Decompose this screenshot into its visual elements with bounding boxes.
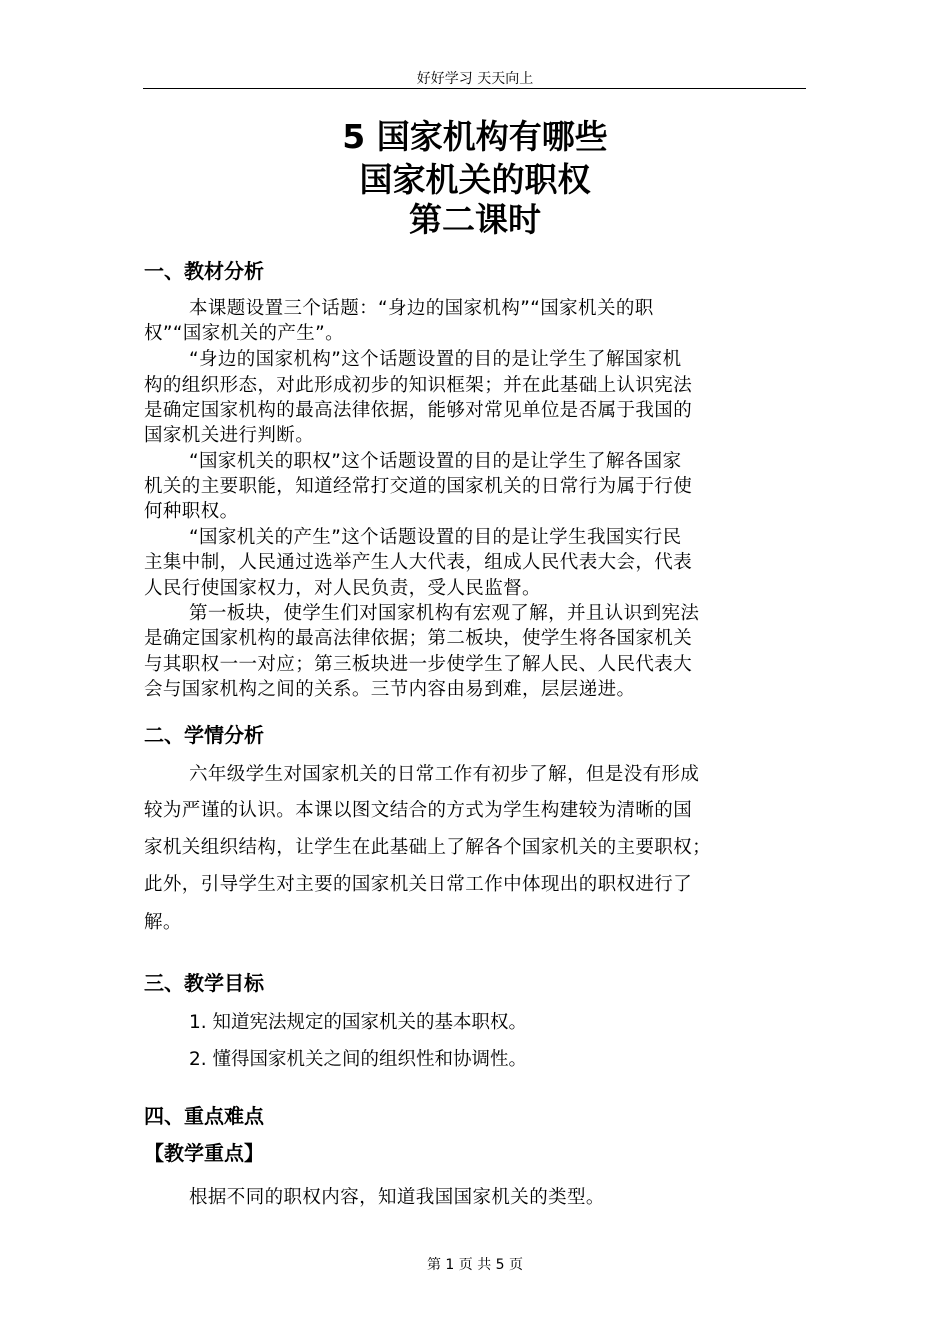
paragraph-line: “国家机关的职权”这个话题设置的目的是让学生了解各国家 <box>189 451 682 472</box>
title-line-2: 国家机关的职权 <box>359 160 591 199</box>
paragraph-line: 第一板块，使学生们对国家机构有宏观了解，并且认识到宪法 <box>189 603 700 624</box>
paragraph-line: 家机关组织结构，让学生在此基础上了解各个国家机关的主要职权； <box>144 837 712 858</box>
goal-item: 1. 知道宪法规定的国家机关的基本职权。 <box>189 1012 528 1033</box>
paragraph-line: 是确定国家机构的最高法律依据，能够对常见单位是否属于我国的 <box>144 400 693 421</box>
section-heading-textbook-analysis: 一、教材分析 <box>144 259 264 283</box>
section-heading-key-points: 四、重点难点 <box>144 1104 264 1128</box>
paragraph-line: 主集中制，人民通过选举产生人大代表，组成人民代表大会，代表 <box>144 552 693 573</box>
paragraph-line: “身边的国家机构”这个话题设置的目的是让学生了解国家机 <box>189 349 682 370</box>
paragraph-line: 是确定国家机构的最高法律依据；第二板块，使学生将各国家机关 <box>144 628 693 649</box>
section-heading-teaching-goals: 三、教学目标 <box>144 971 264 995</box>
paragraph-line: “国家机关的产生”这个话题设置的目的是让学生我国实行民 <box>189 527 682 548</box>
page-footer: 第 1 页 共 5 页 <box>426 1257 524 1273</box>
paragraph-line: 根据不同的职权内容，知道我国国家机关的类型。 <box>189 1187 605 1208</box>
paragraph-line: 较为严谨的认识。本课以图文结合的方式为学生构建较为清晰的国 <box>144 800 693 821</box>
paragraph-line: 与其职权一一对应；第三板块进一步使学生了解人民、人民代表大 <box>144 654 693 675</box>
paragraph-line: 权”“国家机关的产生”。 <box>144 323 345 344</box>
header-rule <box>143 88 806 89</box>
paragraph-line: 国家机关进行判断。 <box>144 425 315 446</box>
paragraph-line: 本课题设置三个话题：“身边的国家机构”“国家机关的职 <box>189 298 654 319</box>
paragraph-line: 会与国家机构之间的关系。三节内容由易到难，层层递进。 <box>144 679 636 700</box>
paragraph-line: 何种职权。 <box>144 501 239 522</box>
paragraph-line: 机关的主要职能，知道经常打交道的国家机关的日常行为属于行使 <box>144 476 693 497</box>
paragraph-line: 六年级学生对国家机关的日常工作有初步了解，但是没有形成 <box>189 764 700 785</box>
title-line-1: 5 国家机构有哪些 <box>342 117 608 156</box>
title-line-3: 第二课时 <box>409 200 541 239</box>
goal-item: 2. 懂得国家机关之间的组织性和协调性。 <box>189 1049 528 1070</box>
subheading-teaching-focus: 【教学重点】 <box>144 1141 264 1165</box>
paragraph-line: 人民行使国家权力，对人民负责，受人民监督。 <box>144 578 541 599</box>
paragraph-line: 此外，引导学生对主要的国家机关日常工作中体现出的职权进行了 <box>144 874 693 895</box>
page-header: 好好学习 天天向上 <box>416 71 534 87</box>
paragraph-line: 解。 <box>144 912 182 933</box>
paragraph-line: 构的组织形态，对此形成初步的知识框架；并在此基础上认识宪法 <box>144 375 693 396</box>
section-heading-learner-analysis: 二、学情分析 <box>144 723 264 747</box>
